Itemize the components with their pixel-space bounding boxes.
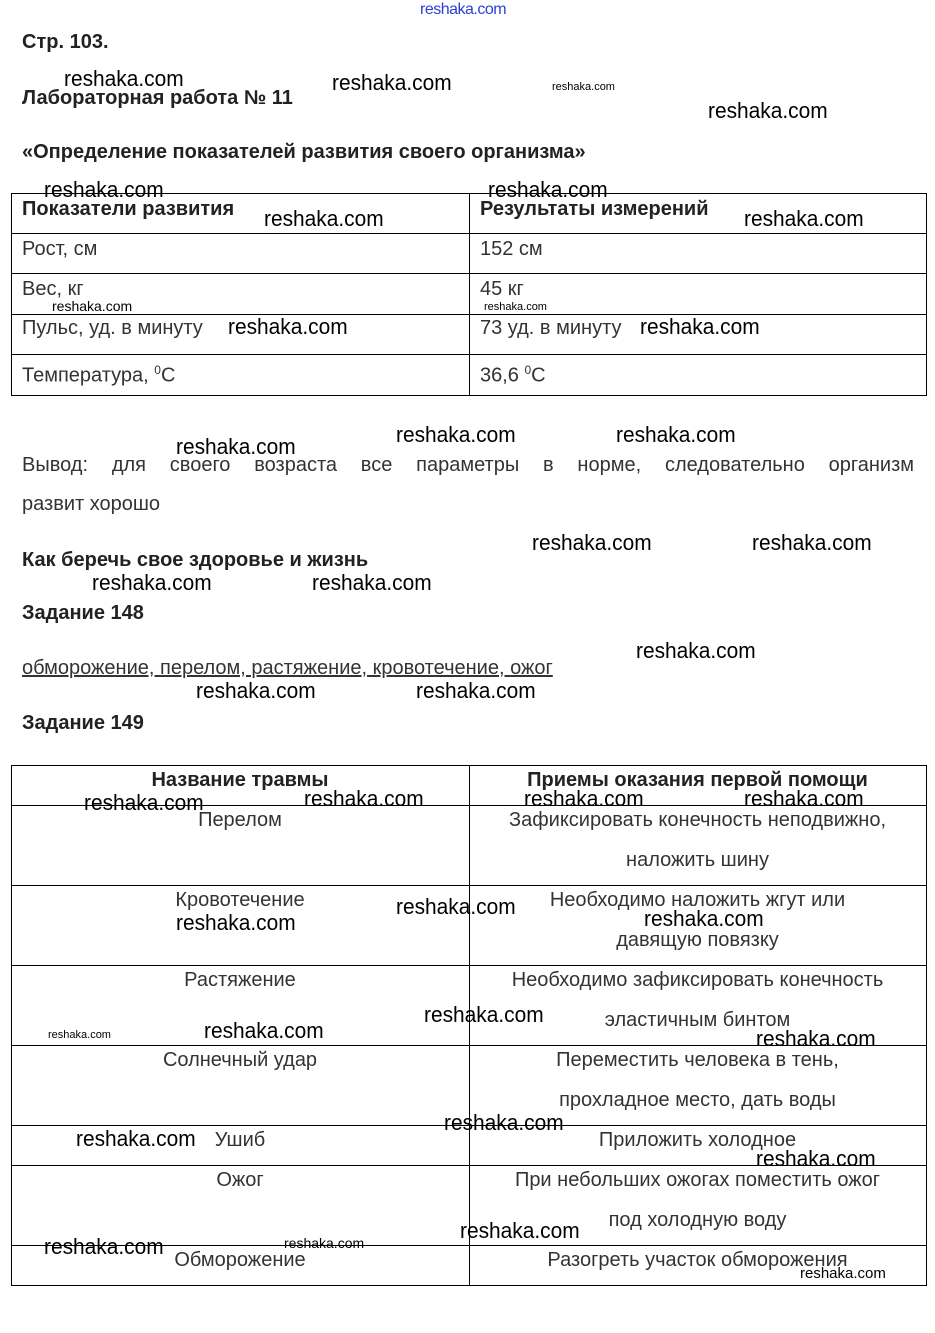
table-cell: 152 см — [480, 238, 543, 260]
injury-cell: Ожог — [216, 1169, 264, 1191]
watermark: reshaka.com — [744, 786, 864, 811]
table-cell: 36,6 $^0$С — [480, 363, 546, 387]
watermark: reshaka.com — [416, 678, 536, 703]
aid-cell: Переместить человека в тень, — [556, 1049, 839, 1071]
watermark: reshaka.com — [488, 177, 608, 202]
table-header: Показатели развития — [22, 198, 235, 220]
table-header: Название травмы — [151, 769, 329, 791]
watermark: reshaka.com — [752, 530, 872, 555]
watermark: reshaka.com — [312, 570, 432, 595]
aid-cell: Зафиксировать конечность неподвижно, — [508, 809, 887, 831]
table-cell: Температура, $^0$С — [22, 363, 176, 387]
watermark-small: reshaka.com — [552, 81, 615, 93]
table-cell: Рост, см — [22, 238, 98, 260]
watermark: reshaka.com — [756, 1146, 876, 1171]
aid-cell: прохладное место, дать воды — [559, 1089, 836, 1111]
watermark: reshaka.com — [44, 177, 164, 202]
watermark: reshaka.com — [176, 910, 296, 935]
watermark: reshaka.com — [228, 314, 348, 339]
watermark-small: reshaka.com — [284, 1235, 365, 1251]
lab-subtitle: «Определение показателей развития своего организма» — [22, 141, 586, 163]
watermark: reshaka.com — [204, 1018, 324, 1043]
watermark: reshaka.com — [444, 1110, 564, 1135]
table-cell: 73 уд. в минуту — [480, 317, 622, 339]
watermark: reshaka.com — [84, 790, 204, 815]
table-header: Приемы оказания первой помощи — [527, 769, 868, 791]
watermark: reshaka.com — [524, 786, 644, 811]
task-148-title: Задание 148 — [22, 602, 144, 624]
injury-cell: Ушиб — [214, 1129, 266, 1151]
aid-cell: давящую повязку — [616, 929, 779, 951]
conclusion: Вывод: для своего возраста все параметры в норме, следовательно организм — [22, 454, 914, 476]
section-title: Как беречь свое здоровье и жизнь — [22, 549, 369, 571]
aid-cell: Необходимо зафиксировать конечность — [511, 969, 884, 991]
aid-cell: Приложить холодное — [598, 1129, 797, 1151]
aid-cell: Необходимо наложить жгут или — [549, 889, 846, 911]
watermark: reshaka.com — [616, 422, 736, 447]
task-149-title: Задание 149 — [22, 712, 144, 734]
watermark: reshaka.com — [532, 530, 652, 555]
watermark-small: reshaka.com — [48, 1029, 111, 1041]
watermark: reshaka.com — [640, 314, 760, 339]
table-cell: Вес, кг — [22, 278, 84, 300]
injury-cell: Растяжение — [184, 969, 296, 991]
page-reference: Стр. 103. — [22, 31, 109, 53]
watermark: reshaka.com — [196, 678, 316, 703]
watermark: reshaka.com — [332, 70, 452, 95]
injury-cell: Обморожение — [174, 1249, 306, 1271]
watermark: reshaka.com — [644, 906, 764, 931]
watermark: reshaka.com — [424, 1002, 544, 1027]
watermark: reshaka.com — [176, 434, 296, 459]
watermark: reshaka.com — [44, 1234, 164, 1259]
aid-cell: Разогреть участок обморожения — [547, 1249, 848, 1271]
watermark: reshaka.com — [744, 206, 864, 231]
watermark: reshaka.com — [304, 786, 424, 811]
watermark: reshaka.com — [756, 1026, 876, 1051]
conclusion-cont: развит хорошо — [22, 493, 161, 515]
injury-cell: Кровотечение — [175, 889, 305, 911]
aid-cell: При небольших ожогах поместить ожог — [514, 1169, 881, 1191]
injury-cell: Перелом — [198, 809, 282, 831]
watermark-top: reshaka.com — [420, 1, 507, 18]
task-148-answer: обморожение, перелом, растяжение, кровотечение, ожог — [22, 657, 553, 679]
aid-cell: наложить шину — [626, 849, 769, 871]
table-cell: 45 кг — [480, 278, 524, 300]
watermark: reshaka.com — [708, 98, 828, 123]
watermark: reshaka.com — [64, 66, 184, 91]
watermark: reshaka.com — [396, 422, 516, 447]
lab-title: Лабораторная работа № 11 — [22, 87, 293, 109]
watermark: reshaka.com — [76, 1126, 196, 1151]
watermark-small: reshaka.com — [52, 298, 133, 314]
watermark: reshaka.com — [460, 1218, 580, 1243]
aid-cell: под холодную воду — [608, 1209, 787, 1231]
watermark: reshaka.com — [92, 570, 212, 595]
table-header: Результаты измерений — [480, 198, 709, 220]
table-cell: Пульс, уд. в минуту — [22, 317, 203, 339]
aid-cell: эластичным бинтом — [604, 1009, 791, 1031]
injury-cell: Солнечный удар — [162, 1049, 318, 1071]
watermark: reshaka.com — [396, 894, 516, 919]
watermark-small: reshaka.com — [484, 301, 547, 313]
watermark: reshaka.com — [636, 638, 756, 663]
watermark-small: reshaka.com — [800, 1265, 886, 1282]
watermark: reshaka.com — [264, 206, 384, 231]
